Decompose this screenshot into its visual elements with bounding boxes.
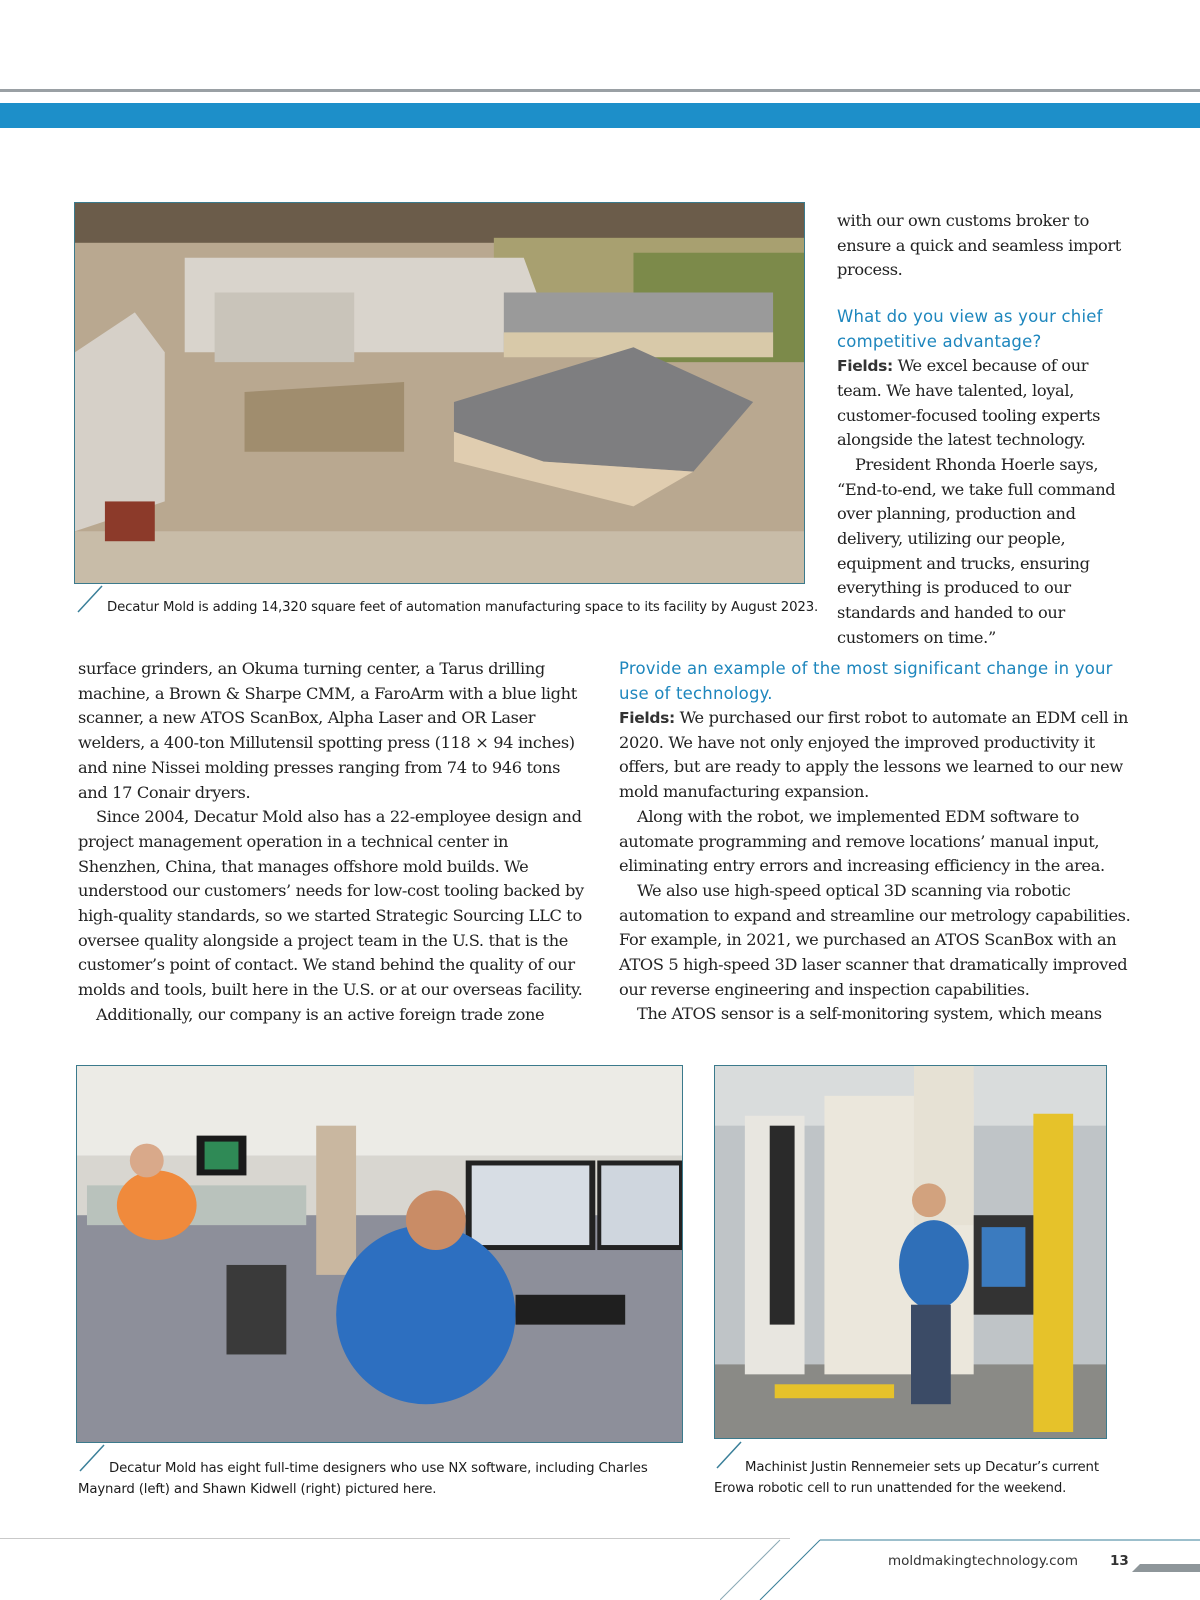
right-paragraph-2: Along with the robot, we implemented EDM software to automate programming and remove locations’ manual input, eliminating entry errors and increasing efficiency in the area. (619, 806, 1105, 876)
question-heading-2: Provide an example of the most significant change in your use of technology. (619, 659, 1113, 703)
answer-text: We excel because of our team. We have talented, loyal, customer-focused tooling experts alongside the latest technology. (837, 356, 1101, 450)
caption-slash-icon (76, 584, 104, 614)
right-paragraph-3: We also use high-speed optical 3D scanning via robotic automation to expand and streamline our metrology capabilities. For example, in 2021, we purchased an ATOS ScanBox with an ATOS 5 high-speed 3D laser scanner that dramatically improved our reverse engineering and inspection capabilities. (619, 880, 1131, 999)
designers-office-photo (76, 1065, 683, 1443)
aerial-facility-photo (74, 202, 805, 584)
quote-paragraph: President Rhonda Hoerle says, “End-to-end, we take full command over planning, production and delivery, utilizing our people, equipment and trucks, ensuring everything is produced to our standards and handed to our customers on time.” (837, 454, 1116, 647)
left-paragraph-2: Since 2004, Decatur Mold also has a 22-employee design and project management operation in a technical center in Shenzhen, China, that manages offshore mold builds. We understood our customers’ needs for low-cost tooling backed by high-quality standards, so we started Strategic Sourcing LLC to oversee quality alongside a project team in the U.S. that is the customer’s point of contact. We stand behind the quality of our molds and tools, built here in the U.S. or at our overseas facility. (78, 807, 584, 1000)
right-top-column (837, 209, 1132, 651)
footer-site: moldmakingtechnology.com (888, 1553, 1079, 1569)
right-paragraph-4: The ATOS sensor is a self-monitoring system, which means (637, 1004, 1102, 1024)
page-number: 13 (1110, 1553, 1129, 1569)
fields-label: Fields: (619, 709, 675, 727)
bottom-left-caption: Decatur Mold has eight full-time designers who use NX software, including Charles Maynard (left) and Shawn Kidwell (right) pictured here. (78, 1461, 648, 1497)
top-rule (0, 89, 1200, 92)
right-paragraph-1-text: We purchased our first robot to automate an EDM cell in 2020. We have not only enjoyed the improved productivity it offers, but are ready to apply the lessons we learned to our new mold manufacturing expansion. (619, 708, 1129, 802)
continuation-text: with our own customs broker to ensure a quick and seamless import process. (837, 211, 1121, 280)
top-photo-caption: Decatur Mold is adding 14,320 square feet of automation manufacturing space to its facility by August 2023. (107, 600, 819, 615)
header-color-band (0, 103, 1200, 128)
left-column (78, 657, 590, 1028)
answer-paragraph-1 (837, 354, 1132, 453)
right-paragraph-1 (619, 706, 1135, 805)
footer-rule (0, 1538, 790, 1539)
fields-label: Fields: (837, 357, 893, 376)
question-heading-1: What do you view as your chief competitive advantage? (837, 307, 1103, 351)
robotic-cell-photo (714, 1065, 1107, 1439)
left-paragraph-3: Additionally, our company is an active foreign trade zone (96, 1004, 545, 1024)
left-paragraph-1: surface grinders, an Okuma turning center, a Tarus drilling machine, a Brown & Sharpe CMM, a FaroArm with a blue light scanner, a new ATOS ScanBox, Alpha Laser and OR Laser welders, a 400-ton Millutensil spotting press (118 × 94 inches) and nine Nissei molding presses ranging from 74 to 946 tons and 17 Conair dryers. (78, 659, 577, 802)
bottom-right-caption: Machinist Justin Rennemeier sets up Decatur’s current Erowa robotic cell to run unattended for the weekend. (714, 1460, 1099, 1496)
right-column (619, 657, 1135, 1027)
